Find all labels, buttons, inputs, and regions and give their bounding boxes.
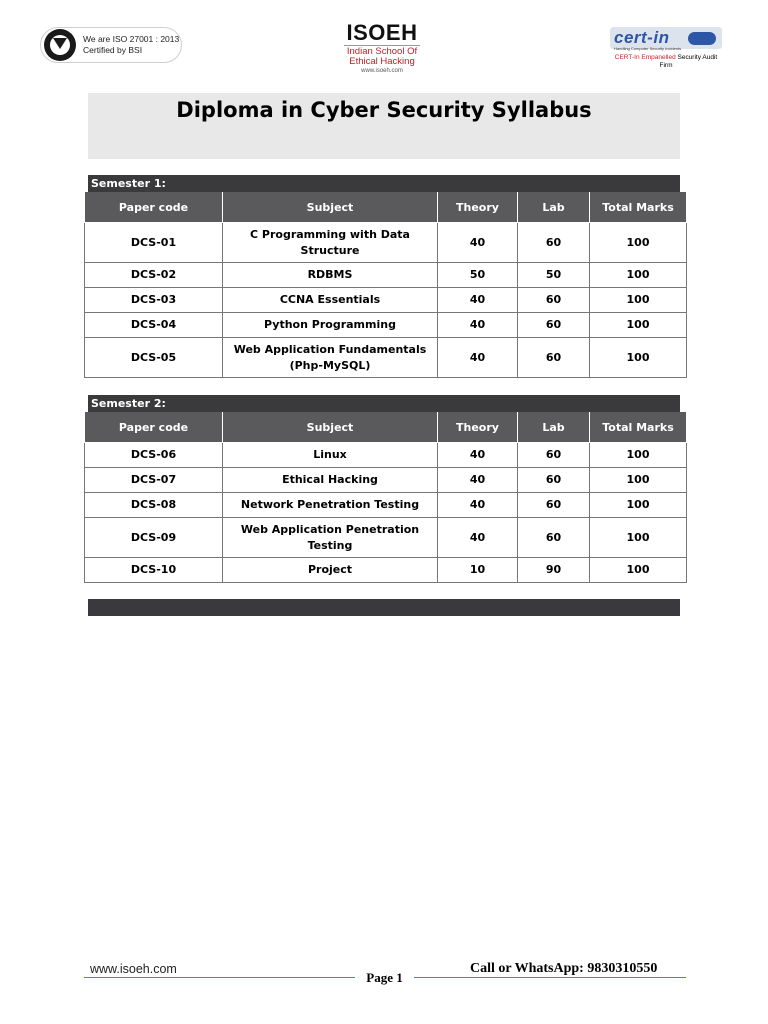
cell-theory: 40 — [438, 223, 518, 263]
cell-lab: 60 — [518, 468, 590, 493]
cell-paper-code: DCS-01 — [85, 223, 223, 263]
cell-subject: Linux — [223, 443, 438, 468]
cell-lab: 50 — [518, 263, 590, 288]
bsi-cert-line2: Certified by BSI — [83, 45, 143, 55]
column-header-theory: Theory — [438, 192, 518, 223]
cell-lab: 60 — [518, 223, 590, 263]
cell-total-marks: 100 — [590, 518, 687, 558]
cell-total-marks: 100 — [590, 468, 687, 493]
table-header-row — [85, 412, 687, 443]
cell-lab: 60 — [518, 288, 590, 313]
cell-theory: 40 — [438, 493, 518, 518]
footer-contact: Call or WhatsApp: 9830310550 — [470, 961, 658, 976]
column-header-total-marks: Total Marks — [590, 412, 687, 443]
cell-subject: Web Application Fundamentals (Php-MySQL) — [223, 338, 438, 378]
certin-tagline: Handling Computer Security Incidents — [614, 46, 682, 51]
table-row — [85, 558, 687, 583]
cell-total-marks: 100 — [590, 288, 687, 313]
cell-paper-code: DCS-06 — [85, 443, 223, 468]
semester1-label: Semester 1: — [88, 175, 680, 192]
cell-theory: 40 — [438, 468, 518, 493]
isoeh-sub1: Indian School Of — [346, 46, 418, 57]
table-row — [85, 493, 687, 518]
cell-paper-code: DCS-10 — [85, 558, 223, 583]
cell-subject: Network Penetration Testing — [223, 493, 438, 518]
page-title: Diploma in Cyber Security Syllabus — [176, 98, 592, 122]
certin-empanelled-text — [608, 54, 724, 70]
section-end-bar — [88, 599, 680, 616]
column-header-lab: Lab — [518, 412, 590, 443]
isoeh-url: www.isoeh.com — [361, 68, 403, 74]
cell-paper-code: DCS-03 — [85, 288, 223, 313]
column-header-total-marks: Total Marks — [590, 192, 687, 223]
semester1-table — [84, 192, 687, 378]
cell-total-marks: 100 — [590, 338, 687, 378]
certin-logo — [608, 27, 724, 73]
bsi-seal-logo — [44, 29, 76, 61]
footer-website: www.isoeh.com — [90, 962, 177, 976]
column-header-subject: Subject — [223, 412, 438, 443]
cell-lab: 60 — [518, 493, 590, 518]
cell-lab: 60 — [518, 338, 590, 378]
certin-empanel-red: CERT-In Empanelled — [614, 54, 676, 61]
footer-divider-right — [414, 977, 686, 978]
cell-paper-code: DCS-02 — [85, 263, 223, 288]
semester2-table — [84, 412, 687, 583]
cell-lab: 60 — [518, 313, 590, 338]
cell-theory: 40 — [438, 518, 518, 558]
table-row — [85, 288, 687, 313]
cell-paper-code: DCS-07 — [85, 468, 223, 493]
cell-subject: C Programming with Data Structure — [223, 223, 438, 263]
isoeh-brand: ISOEH — [346, 20, 418, 45]
column-header-subject: Subject — [223, 192, 438, 223]
cell-subject: Ethical Hacking — [223, 468, 438, 493]
certin-brand: cert-in — [614, 28, 670, 47]
certin-network-icon — [688, 32, 716, 45]
cell-total-marks: 100 — [590, 443, 687, 468]
column-header-lab: Lab — [518, 192, 590, 223]
cell-theory: 40 — [438, 443, 518, 468]
cell-total-marks: 100 — [590, 263, 687, 288]
cell-theory: 40 — [438, 288, 518, 313]
isoeh-logo — [340, 22, 424, 75]
cell-lab: 60 — [518, 518, 590, 558]
cell-lab: 90 — [518, 558, 590, 583]
cell-subject: Web Application Penetration Testing — [223, 518, 438, 558]
column-header-theory: Theory — [438, 412, 518, 443]
cell-paper-code: DCS-09 — [85, 518, 223, 558]
cell-theory: 50 — [438, 263, 518, 288]
page-number: Page 1 — [366, 970, 403, 985]
certin-empanel-rest: Security Audit — [675, 54, 718, 61]
title-box — [88, 93, 680, 159]
bsi-cert-line1: We are ISO 27001 : 2013 — [83, 34, 180, 44]
cell-paper-code: DCS-04 — [85, 313, 223, 338]
cell-theory: 40 — [438, 313, 518, 338]
cell-total-marks: 100 — [590, 493, 687, 518]
cell-subject: Python Programming — [223, 313, 438, 338]
cell-theory: 10 — [438, 558, 518, 583]
bsi-cert-text — [83, 34, 179, 56]
cell-paper-code: DCS-08 — [85, 493, 223, 518]
table-row — [85, 443, 687, 468]
column-header-paper-code: Paper code — [85, 192, 223, 223]
isoeh-sub2: Ethical Hacking — [349, 56, 415, 67]
cell-subject: CCNA Essentials — [223, 288, 438, 313]
table-row — [85, 223, 687, 263]
cell-total-marks: 100 — [590, 558, 687, 583]
certin-empanel-line2: Firm — [659, 62, 673, 69]
table-row — [85, 313, 687, 338]
column-header-paper-code: Paper code — [85, 412, 223, 443]
cell-total-marks: 100 — [590, 223, 687, 263]
table-row — [85, 468, 687, 493]
table-row — [85, 338, 687, 378]
table-row — [85, 263, 687, 288]
table-row — [85, 518, 687, 558]
semester2-label: Semester 2: — [88, 395, 680, 412]
cell-theory: 40 — [438, 338, 518, 378]
footer-divider-left — [84, 977, 355, 978]
cell-lab: 60 — [518, 443, 590, 468]
table-header-row — [85, 192, 687, 223]
cell-subject: RDBMS — [223, 263, 438, 288]
cell-paper-code: DCS-05 — [85, 338, 223, 378]
cell-total-marks: 100 — [590, 313, 687, 338]
bsi-certification-badge — [40, 27, 182, 63]
cell-subject: Project — [223, 558, 438, 583]
